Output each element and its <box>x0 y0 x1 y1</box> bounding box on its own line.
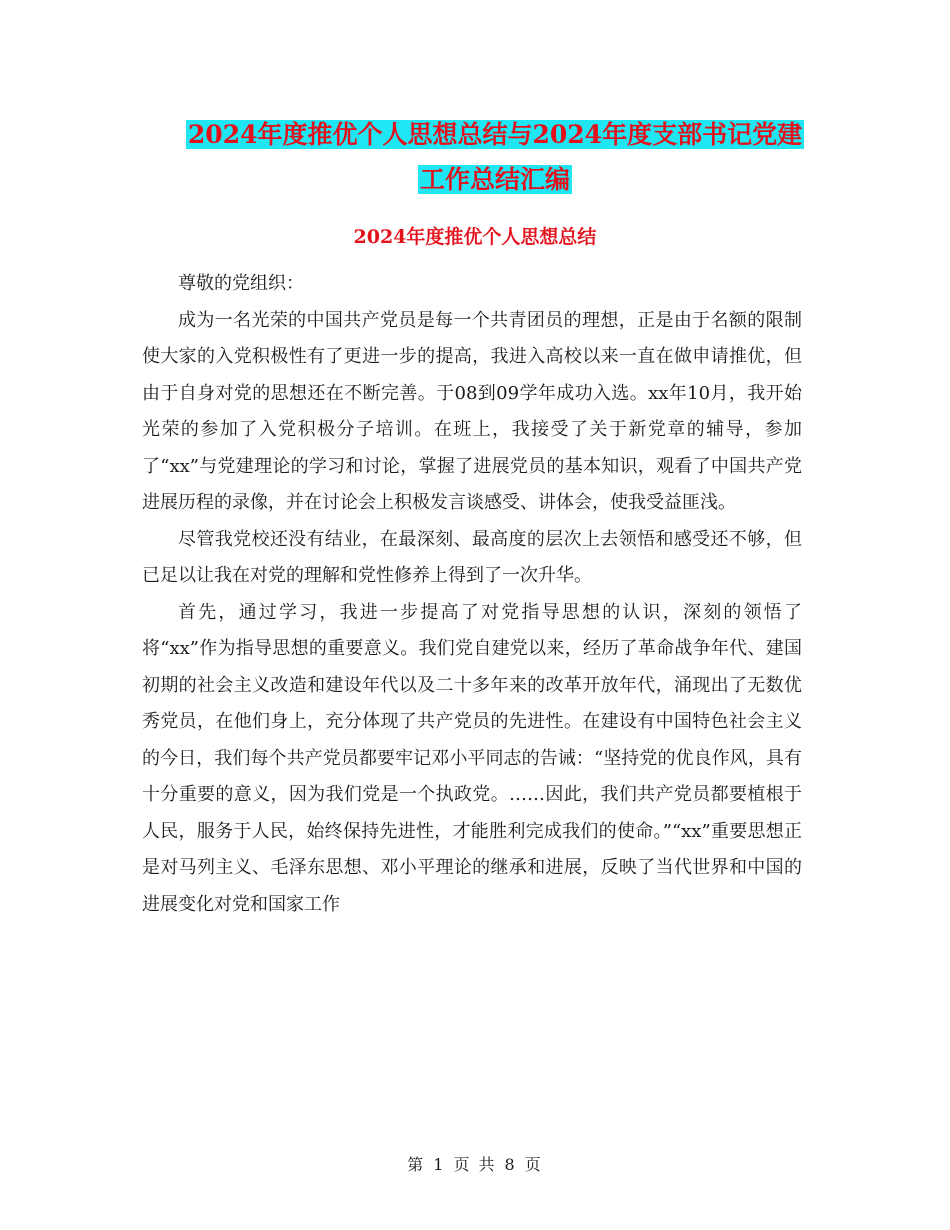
paragraph: 首先，通过学习，我进一步提高了对党指导思想的认识，深刻的领悟了将“xx”作为指导思想的重要意义。我们党自建党以来，经历了革命战争年代、建国初期的社会主义改造和建设年代以及二十多年来的改革开放年代，涌现出了无数优秀党员，在他们身上，充分体现了共产党员的先进性。在建设有中国特色社会主义的今日，我们每个共产党员都要牢记邓小平同志的告诫：“坚持党的优良作风，具有十分重要的意义，因为我们党是一个执政党。……因此，我们共产党员都要植根于人民，服务于人民，始终保持先进性，才能胜利完成我们的使命。”“xx”重要思想正是对马列主义、毛泽东思想、邓小平理论的继承和进展，反映了当代世界和中国的进展变化对党和国家工作 <box>142 601 802 915</box>
salutation: 尊敬的党组织： <box>178 273 304 294</box>
document-title-line-1: 2024年度推优个人思想总结与2024年度支部书记党建 <box>187 120 803 149</box>
paragraph: 成为一名光荣的中国共产党员是每一个共青团员的理想，正是由于名额的限制使大家的入党积极性有了更进一步的提高，我进入高校以来一直在做申请推优，但由于自身对党的思想还在不断完善。于08到09学年成功入选。xx年10月，我开始光荣的参加了入党积极分子培训。在班上，我接受了关于新党章的辅导，参加了“xx”与党建理论的学习和讨论，掌握了进展党员的基本知识，观看了中国共产党进展历程的录像，并在讨论会上积极发言谈感受、讲体会，使我受益匪浅。 <box>142 309 802 513</box>
total-pages-number: 8 <box>504 1155 517 1174</box>
section-title: 2024年度推优个人思想总结 <box>353 226 597 248</box>
document-title <box>140 112 850 202</box>
paragraph: 尽管我党校还没有结业，在最深刻、最高度的层次上去领悟和感受还不够，但已足以让我在对党的理解和党性修养上得到了一次升华。 <box>142 528 802 586</box>
footer-prefix: 第 <box>407 1155 426 1174</box>
page-footer <box>0 1152 950 1175</box>
footer-middle: 页 共 <box>453 1155 497 1174</box>
footer-suffix: 页 <box>524 1155 543 1174</box>
document-title-line-2: 工作总结汇编 <box>419 165 570 194</box>
body-text <box>142 266 802 923</box>
current-page-number: 1 <box>433 1155 446 1174</box>
